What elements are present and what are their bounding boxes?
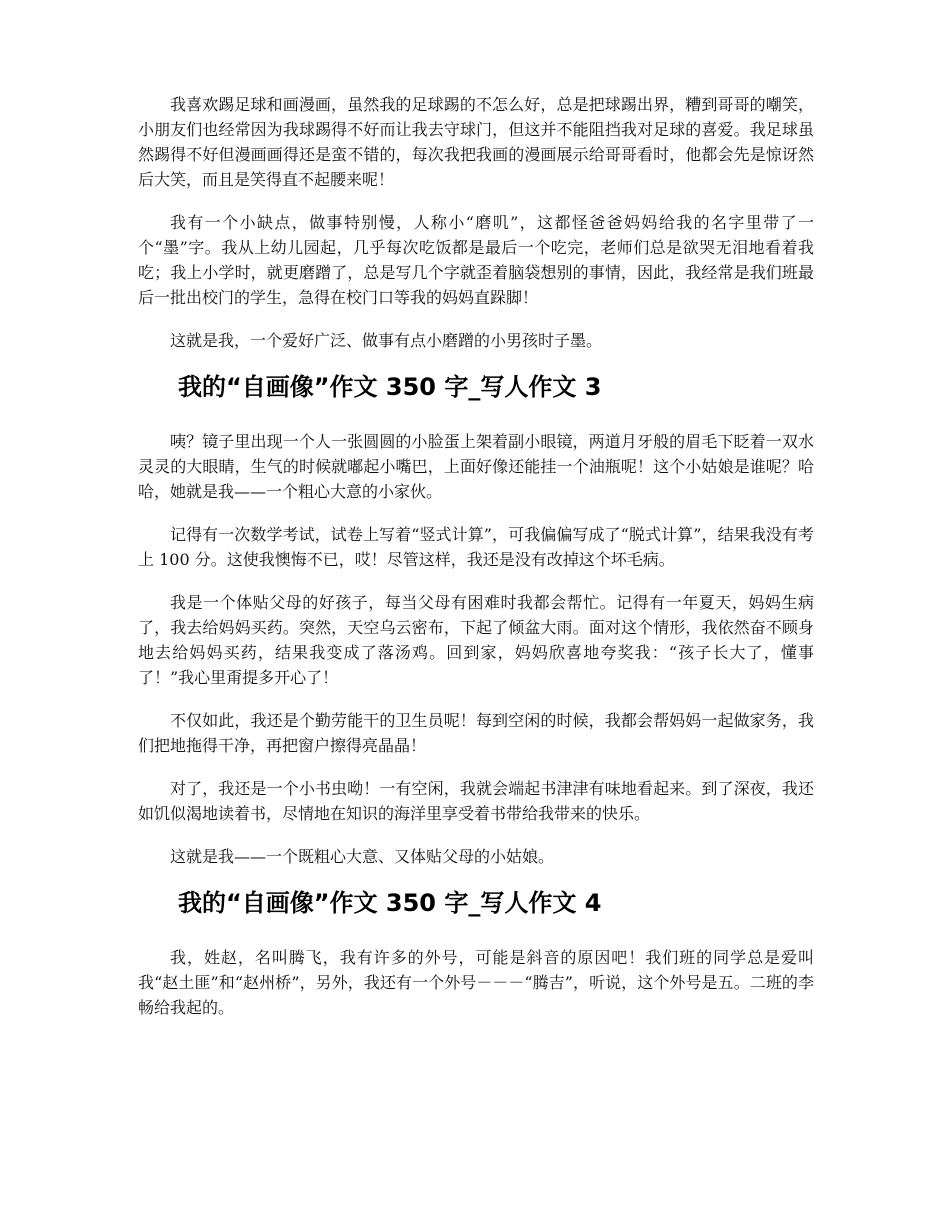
- section-heading-3: 我的“自画像”作文 350 字_写人作文 3: [178, 373, 602, 401]
- paragraph: 这就是我——一个既粗心大意、又体贴父母的小姑娘。: [170, 847, 555, 866]
- document-content: [138, 92, 814, 1038]
- paragraph: 记得有一次数学考试，试卷上写着“竖式计算”，可我偏偏写成了“脱式计算”，结果我没有考上 100 分。这使我懊悔不已，哎！尽管这样，我还是没有改掉这个坏毛病。: [138, 525, 814, 569]
- paragraph: 我是一个体贴父母的好孩子，每当父母有困难时我都会帮忙。记得有一年夏天，妈妈生病了，我去给妈妈买药。突然，天空乌云密布，下起了倾盆大雨。面对这个情形，我依然奋不顾身地去给妈妈买药，结果我变成了落汤鸡。回到家，妈妈欣喜地夸奖我：“孩子长大了，懂事了！”我心里甭提多开心了！: [138, 593, 814, 687]
- paragraph: 对了，我还是一个小书虫呦！一有空闲，我就会端起书津津有味地看起来。到了深夜，我还如饥似渴地读着书，尽情地在知识的海洋里享受着书带给我带来的快乐。: [138, 779, 814, 823]
- paragraph: 咦？镜子里出现一个人一张圆圆的小脸蛋上架着副小眼镜，两道月牙般的眉毛下眨着一双水灵灵的大眼睛，生气的时候就嘟起小嘴巴，上面好像还能挂一个油瓶呢！这个小姑娘是谁呢？哈哈，她就是我——一个粗心大意的小家伙。: [138, 432, 814, 501]
- paragraph: 我有一个小缺点，做事特别慢，人称小“磨叽”，这都怪爸爸妈妈给我的名字里带了一个“墨”字。我从上幼儿园起，几乎每次吃饭都是最后一个吃完，老师们总是欲哭无泪地看着我吃；我上小学时，就更磨蹭了，总是写几个字就歪着脑袋想别的事情，因此，我经常是我们班最后一批出校门的学生，急得在校门口等我的妈妈直跺脚！: [138, 213, 814, 307]
- paragraph: 我，姓赵，名叫腾飞，我有许多的外号，可能是斜音的原因吧！我们班的同学总是爱叫我“赵土匪”和“赵州桥”，另外，我还有一个外号－－－“腾吉”，听说，这个外号是五。二班的李畅给我起的。: [138, 948, 814, 1017]
- paragraph: 我喜欢踢足球和画漫画，虽然我的足球踢的不怎么好，总是把球踢出界，糟到哥哥的嘲笑，小朋友们也经常因为我球踢得不好而让我去守球门，但这并不能阻挡我对足球的喜爱。我足球虽然踢得不好但漫画画得还是蛮不错的，每次我把我画的漫画展示给哥哥看时，他都会先是惊讶然后大笑，而且是笑得直不起腰来呢！: [138, 95, 814, 189]
- paragraph: 不仅如此，我还是个勤劳能干的卫生员呢！每到空闲的时候，我都会帮妈妈一起做家务，我们把地拖得干净，再把窗户擦得亮晶晶！: [138, 711, 814, 755]
- section-heading-4: 我的“自画像”作文 350 字_写人作文 4: [178, 889, 602, 917]
- paragraph: 这就是我，一个爱好广泛、做事有点小磨蹭的小男孩时子墨。: [170, 331, 603, 350]
